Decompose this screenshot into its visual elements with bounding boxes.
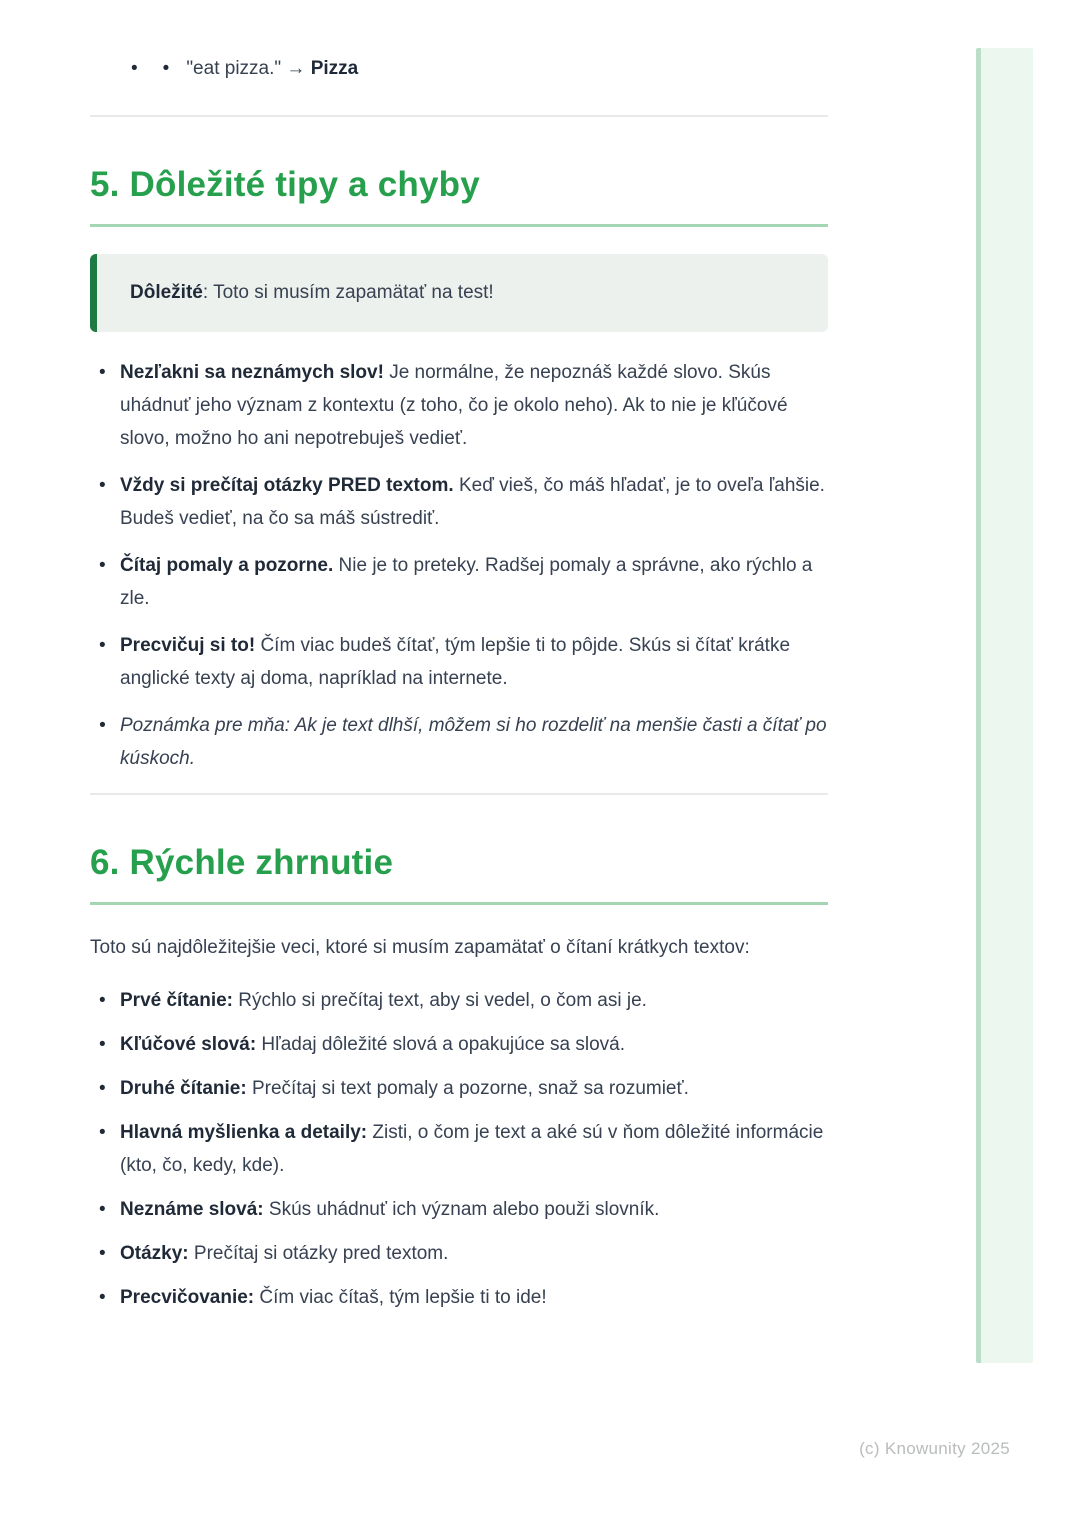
bullet-icon: •: [162, 58, 170, 79]
copyright-text: (c) Knowunity 2025: [859, 1439, 1010, 1458]
list-item: [90, 984, 828, 1017]
callout-text: : Toto si musím zapamätať na test!: [202, 282, 494, 303]
summary-lead: Neznáme slová:: [120, 1199, 264, 1220]
list-item: [90, 1193, 828, 1226]
summary-text: Rýchlo si prečítaj text, aby si vedel, o čom asi je.: [233, 990, 647, 1011]
summary-text: Prečítaj si text pomaly a pozorne, snaž sa rozumieť.: [246, 1078, 689, 1099]
summary-text: Zisti, o čom je text a aké sú v ňom dôležité informácie (kto, čo, kedy, kde).: [120, 1122, 824, 1176]
summary-text: Čím viac čítaš, tým lepšie ti to ide!: [254, 1287, 547, 1308]
list-item: [90, 1028, 828, 1061]
tip-text: Čím viac budeš čítať, tým lepšie ti to pôjde. Skús si čítať krátke anglické texty aj doma, napríklad na internete.: [120, 635, 791, 689]
bullet-icon: •: [99, 1199, 106, 1220]
bullet-icon: •: [99, 1287, 106, 1308]
tip-lead: Vždy si prečítaj otázky PRED textom.: [120, 475, 454, 496]
bullet-icon: •: [99, 1122, 106, 1143]
tip-text: Keď vieš, čo máš hľadať, je to oveľa ľahšie. Budeš vedieť, na čo sa máš sústrediť.: [120, 475, 825, 529]
document-content: [90, 0, 828, 1314]
bullet-icon: •: [99, 715, 106, 736]
list-item: [90, 549, 828, 615]
example-quote: "eat pizza.": [186, 58, 282, 79]
list-item: [90, 469, 828, 535]
bullet-icon: •: [131, 58, 138, 79]
summary-intro: Toto sú najdôležitejšie veci, ktoré si musím zapamätať o čítaní krátkych textov:: [90, 937, 750, 958]
callout-label: Dôležité: [130, 282, 203, 303]
tips-list: [90, 356, 828, 775]
list-item: [90, 356, 828, 455]
bullet-icon: •: [99, 635, 106, 656]
note-text: Poznámka pre mňa: Ak je text dlhší, môžem si ho rozdeliť na menšie časti a čítať po kúskoch.: [120, 715, 827, 769]
tip-lead: Čítaj pomaly a pozorne.: [120, 555, 334, 576]
summary-lead: Precvičovanie:: [120, 1287, 255, 1308]
summary-text: Prečítaj si otázky pred textom.: [188, 1243, 449, 1264]
list-item: [90, 1072, 828, 1105]
bullet-icon: •: [99, 475, 106, 496]
section-6-title: 6. Rýchle zhrnutie: [90, 841, 828, 905]
section-divider: [90, 115, 828, 117]
list-item: [90, 1281, 828, 1314]
summary-lead: Hlavná myšlienka a detaily:: [120, 1122, 368, 1143]
list-item: [90, 1116, 828, 1182]
important-callout: [90, 254, 828, 332]
bullet-icon: •: [99, 362, 106, 383]
section-divider: [90, 793, 828, 795]
summary-lead: Prvé čítanie:: [120, 990, 233, 1011]
tip-lead: Nezľakni sa neznámych slov!: [120, 362, 384, 383]
summary-list: [90, 984, 828, 1314]
summary-text: Hľadaj dôležité slová a opakujúce sa slová.: [256, 1034, 626, 1055]
example-text: [186, 52, 358, 85]
section-5-title: 5. Dôležité tipy a chyby: [90, 163, 828, 227]
bullet-icon: •: [99, 1078, 106, 1099]
bullet-icon: •: [99, 990, 106, 1011]
tip-lead: Precvičuj si to!: [120, 635, 256, 656]
summary-lead: Druhé čítanie:: [120, 1078, 247, 1099]
list-item: [90, 1237, 828, 1270]
bullet-icon: •: [99, 1243, 106, 1264]
bullet-icon: •: [99, 555, 106, 576]
summary-text: Skús uhádnuť ich význam alebo použi slovník.: [263, 1199, 660, 1220]
bullet-icon: •: [99, 1034, 106, 1055]
summary-lead: Otázky:: [120, 1243, 189, 1264]
page-margin-strip: [976, 48, 1033, 1363]
tip-text: Nie je to preteky. Radšej pomaly a správne, ako rýchlo a zle.: [120, 555, 813, 609]
personal-note-item: [90, 709, 828, 775]
arrow-right-glyph: →: [281, 58, 311, 79]
list-item: [90, 629, 828, 695]
nested-list-item-example: [90, 52, 828, 85]
summary-lead: Kľúčové slová:: [120, 1034, 257, 1055]
tip-text: Je normálne, že nepoznáš každé slovo. Skús uhádnuť jeho význam z kontextu (z toho, čo je okolo neho). Ak to nie je kľúčové slovo, možno ho ani nepotrebuješ vedieť.: [120, 362, 788, 449]
example-answer: Pizza: [310, 58, 359, 79]
